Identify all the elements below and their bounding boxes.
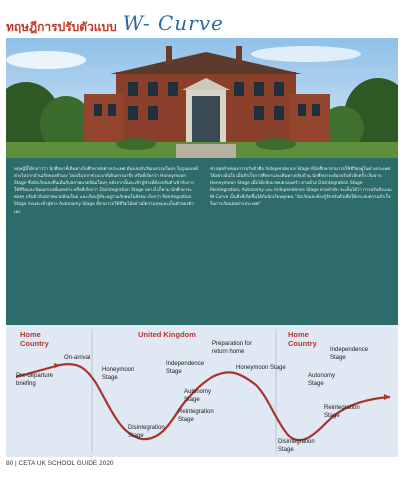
w-curve-chart — [6, 325, 398, 457]
autonomy-left-line2: Stage — [184, 397, 200, 403]
page-footer: 80 | CETA UK SCHOOL GUIDE 2020 — [6, 460, 114, 467]
home-country-left-line1: Home — [20, 330, 41, 339]
campus-photo — [6, 38, 398, 158]
disintegration-right-line1: Disintegration — [278, 439, 315, 445]
reintegration-left-line2: Stage — [178, 417, 194, 423]
article-panel — [6, 158, 398, 325]
disintegration-right-line2: Stage — [278, 447, 294, 453]
arrow-marker-1 — [54, 363, 60, 368]
article-paragraph-right: ช่วงสุดท้ายของการปรับตัวคือ Independence Stage ที่นักศึกษาสามารถใช้ชีวิตอยู่ในต่างประเทศได้อย่างมั่นใจ เมื่อสำเร็จการศึกษาและเดินทางกลับบ้าน นักศึกษาจะต้องปรับตัวอีกครั้ง เริ่มจาก Honeymoon Stage เมื่อได้กลับมาพบครอบครัว ตามด้วย Disintegration Stage Reintegration, Autonomy และ Independence Stage ตามลำดับ จะเห็นได้ว่า การปรับตัวแบบ W-Curve เป็นสิ่งที่เกิดขึ้นได้กับนักเรียนทุกคน "นักเรียนจะต้องรู้จักปรับตัวเพื่อให้ประสบความสำเร็จในการเรียนต่อต่างประเทศ" — [210, 167, 392, 208]
united-kingdom-label: United Kingdom — [138, 330, 196, 339]
honeymoon-left-line2: Stage — [102, 375, 118, 381]
arrow-marker-2 — [384, 394, 390, 400]
article-column-right — [210, 166, 394, 209]
home-country-left-line2: Country — [20, 339, 49, 348]
home-country-right-line2: Country — [288, 339, 317, 348]
w-curve-diagram — [6, 325, 398, 457]
campus-illustration — [6, 38, 398, 158]
pre-departure-line2: briefing — [16, 381, 36, 387]
independence-left-line1: Independence — [166, 361, 205, 367]
independence-right-line2: Stage — [330, 355, 346, 361]
reintegration-left-line1: Reintegration — [178, 409, 214, 415]
page-title: ทฤษฎีการปรับตัวแบบ — [6, 20, 117, 34]
honeymoon-right-label: Honeymoon Stage — [236, 365, 286, 371]
preparation-line1: Preparation for — [212, 341, 252, 347]
autonomy-left-line1: Autonomy — [184, 389, 212, 395]
autonomy-right-line1: Autonomy — [308, 373, 336, 379]
honeymoon-left-line1: Honeymoon — [102, 367, 135, 373]
article-paragraph-left: ทฤษฎีนี้ได้กล่าวว่า นักศึกษาที่เดินทางไปศึกษาต่อต่างประเทศ ต้องเจอกับวัฒนธรรมใหม่ๆ ในรูปแบบที่ต่างไปจากบ้านเกิดของตัวเอง โดยเริ่มจากช่วงแรกที่เดินทางมาถึง หรือที่เรียกว่า Honeymoon Stage ซึ่งนักเรียนจะตื่นเต้นกับสภาพแวดล้อมใหม่ๆ หลังจากนั้นจะเข้าสู่ช่วงที่ต้องปรับตัวเข้ากับการใช้ชีวิตและวัฒนธรรมที่แตกต่าง หรือที่เรียกว่า Disintegration Stage อย่างไรก็ตาม นักศึกษาจะค่อยๆ ปรับตัวกับสภาพแวดล้อมใหม่ และเรียนรู้ที่จะอยู่ร่วมกับคนในสังคม เรียกว่า Reintegration Stage ก่อนจะเข้าสู่ช่วง Autonomy Stage ที่สามารถใช้ชีวิตได้อย่างมีความสุขและเป็นตัวของตัวเอง — [14, 167, 198, 215]
reintegration-right-line2: Stage — [324, 413, 340, 419]
autonomy-right-line2: Stage — [308, 381, 324, 387]
home-country-right-line1: Home — [288, 330, 309, 339]
reintegration-right-line1: Reintegration — [324, 405, 360, 411]
preparation-line2: return home — [212, 349, 245, 355]
independence-left-line2: Stage — [166, 369, 182, 375]
article-column-left — [14, 166, 198, 216]
disintegration-left-line2: Stage — [128, 433, 144, 439]
pre-departure-line1: Pre-departure — [16, 373, 54, 379]
disintegration-left-line1: Disintegration — [128, 425, 165, 431]
page-header — [6, 6, 224, 34]
title-script: W- Curve — [122, 11, 224, 35]
independence-right-line1: Independence — [330, 347, 369, 353]
on-arrival-label: On-arrival — [64, 355, 91, 361]
